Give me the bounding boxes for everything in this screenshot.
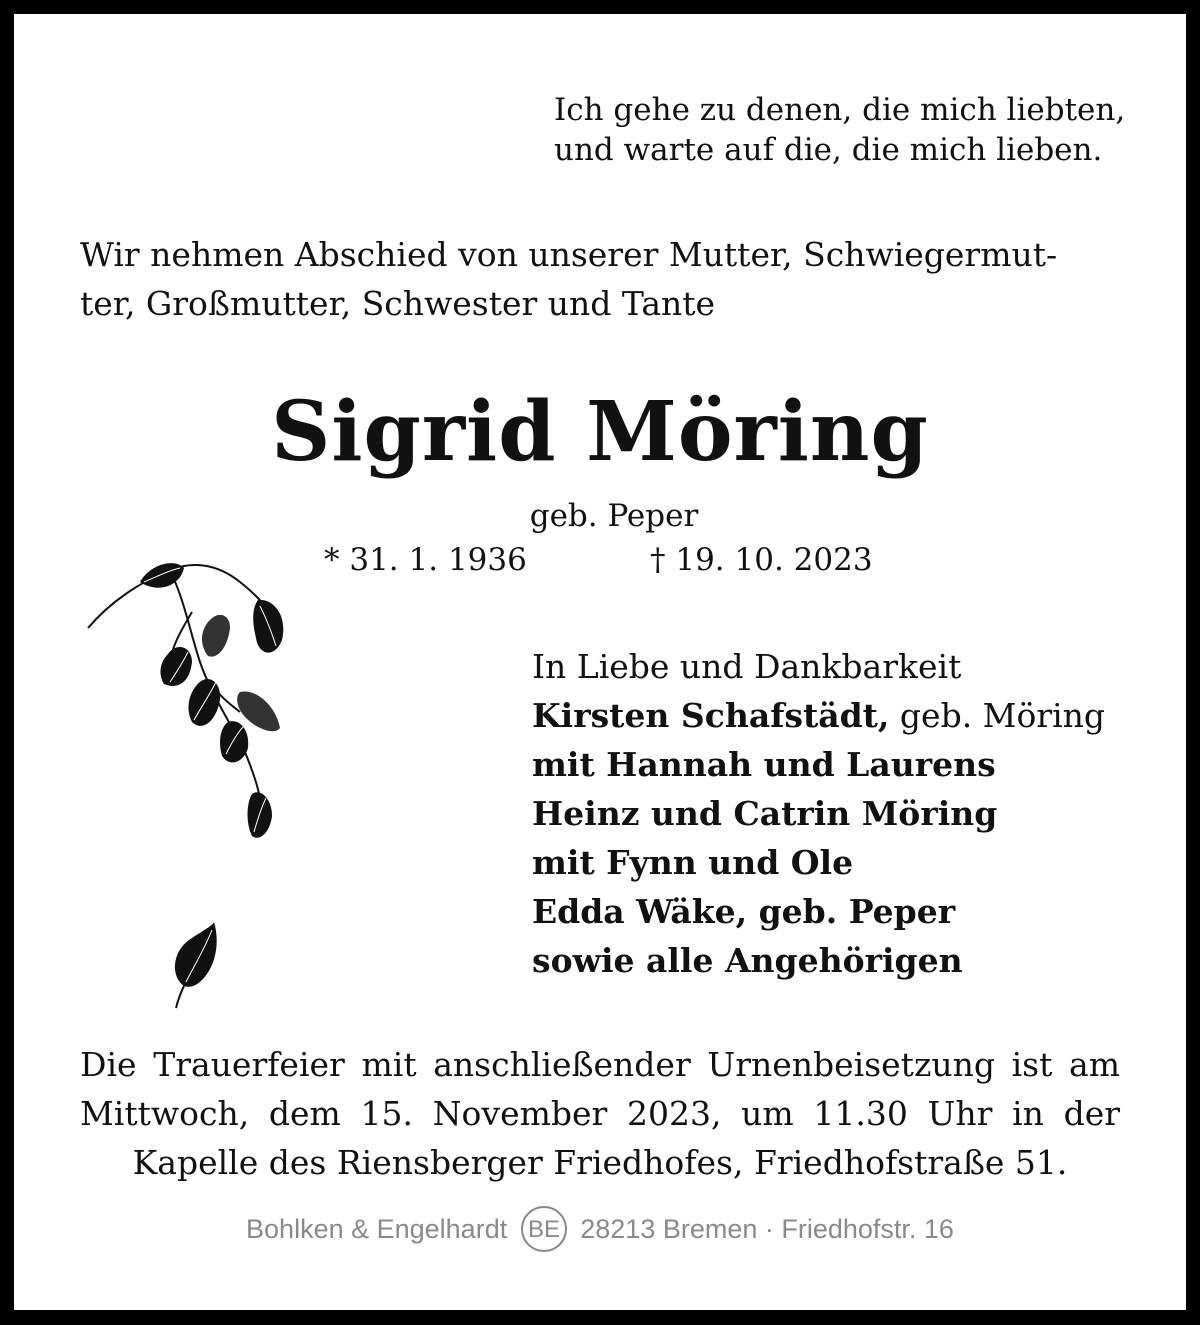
logo-letters: BE	[527, 1216, 560, 1243]
motto-quote	[554, 90, 1154, 170]
birth-date: * 31. 1. 1936	[324, 542, 527, 578]
family-member-line: Edda Wäke, geb. Peper	[532, 892, 956, 931]
family-member-line: mit Hannah und Laurens	[532, 745, 996, 784]
deceased-name: Sigrid Möring	[271, 384, 929, 480]
funeral-home-logo-icon	[519, 1204, 569, 1254]
family-member-line	[532, 691, 1152, 740]
death-date: † 19. 10. 2023	[650, 542, 873, 578]
family-member-line: sowie alle Angehörigen	[532, 941, 963, 980]
thanks-line: In Liebe und Dankbarkeit	[532, 647, 962, 686]
intro-line: ter, Großmutter, Schwester und Tante	[80, 284, 716, 323]
funeral-home-name: Bohlken & Engelhardt	[246, 1214, 508, 1245]
funeral-home-address: 28213 Bremen · Friedhofstr. 16	[580, 1214, 954, 1245]
family-member-nee: geb. Möring	[889, 696, 1106, 735]
motto-line: Ich gehe zu denen, die mich liebten,	[554, 92, 1126, 128]
single-leaf-icon	[164, 920, 224, 1010]
obituary-card	[14, 14, 1186, 1310]
intro-line: Wir nehmen Abschied von unserer Mutter, Schwiegermut-	[80, 235, 1058, 274]
family-member-line: Heinz und Catrin Möring	[532, 794, 998, 833]
leaf-branch-icon	[80, 542, 310, 862]
motto-line: und warte auf die, die mich lieben.	[554, 132, 1103, 168]
family-member-name: Kirsten Schafstädt,	[532, 696, 890, 735]
funeral-home-footer	[14, 1206, 1186, 1256]
family-signatures	[532, 642, 1152, 985]
maiden-name: geb. Peper	[529, 498, 699, 534]
service-announcement: Die Trauerfeier mit anschließender Urnenbeisetzung ist am Mittwoch, dem 15. November 2023, um 11.30 Uhr in der Kapelle des Riensberger Friedhofes, Friedhofstraße 51.	[80, 1045, 1120, 1182]
family-member-line: mit Fynn und Ole	[532, 843, 854, 882]
intro-text	[80, 230, 1140, 328]
